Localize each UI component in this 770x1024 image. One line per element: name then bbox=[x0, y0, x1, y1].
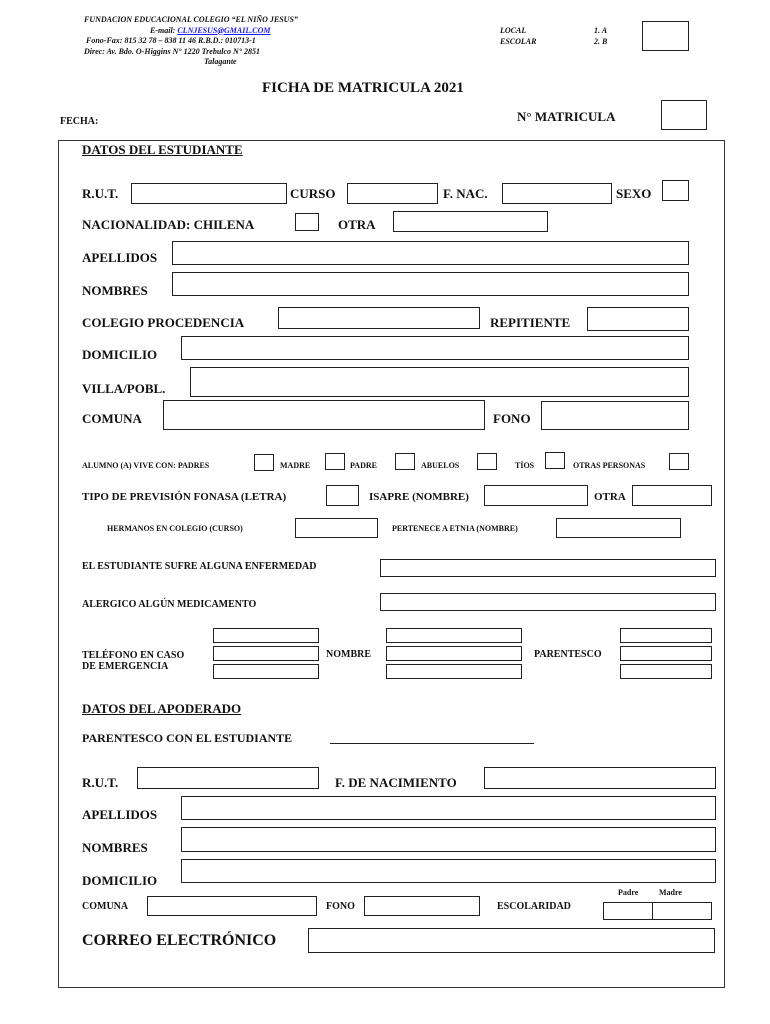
isapre-field[interactable] bbox=[484, 485, 588, 506]
fnac-field[interactable] bbox=[502, 183, 612, 204]
escolaridad-madre-label: Madre bbox=[659, 888, 682, 897]
page-title: FICHA DE MATRICULA 2021 bbox=[262, 80, 464, 96]
guardian-parentesco-label: PARENTESCO CON EL ESTUDIANTE bbox=[82, 731, 293, 745]
otra-label: OTRA bbox=[338, 217, 376, 232]
fecha-label: FECHA: bbox=[60, 116, 99, 127]
emergencia-nombre-2[interactable] bbox=[386, 646, 522, 661]
etnia-field[interactable] bbox=[556, 518, 681, 538]
local-options bbox=[594, 26, 607, 47]
abuelos-checkbox[interactable] bbox=[477, 453, 497, 470]
guardian-nombres-field[interactable] bbox=[181, 827, 716, 852]
local-box[interactable] bbox=[642, 21, 689, 51]
guardian-fono-field[interactable] bbox=[364, 896, 480, 916]
prevision-label: TIPO DE PREVISIÓN FONASA (LETRA) bbox=[82, 491, 287, 503]
escolar-label: ESCOLAR bbox=[500, 36, 537, 46]
repitiente-field[interactable] bbox=[587, 307, 689, 331]
apellidos-label: APELLIDOS bbox=[82, 250, 158, 265]
guardian-section-title: DATOS DEL APODERADO bbox=[82, 701, 242, 716]
otra-prevision-label: OTRA bbox=[594, 491, 626, 503]
city-line: Talagante bbox=[204, 57, 237, 66]
repitiente-label: REPITIENTE bbox=[490, 315, 571, 330]
padres-checkbox[interactable] bbox=[254, 454, 274, 471]
curso-label: CURSO bbox=[290, 186, 336, 201]
address-line: Direc: Av. Bdo. O-Higgins N° 1220 Trebulco N° 2851 bbox=[84, 46, 261, 56]
telefono-emergencia-label bbox=[82, 650, 184, 672]
emergencia-nombre-label: NOMBRE bbox=[326, 649, 371, 660]
emergencia-telefono-1[interactable] bbox=[213, 628, 319, 643]
correo-label: CORREO ELECTRÓNICO bbox=[82, 932, 277, 949]
school-header bbox=[84, 15, 298, 68]
padre-label: PADRE bbox=[350, 461, 377, 470]
colegio-label: COLEGIO PROCEDENCIA bbox=[82, 315, 245, 330]
sexo-label: SEXO bbox=[616, 186, 652, 201]
colegio-field[interactable] bbox=[278, 307, 480, 329]
email-label: E-mail: bbox=[150, 25, 176, 35]
domicilio-field[interactable] bbox=[181, 336, 689, 360]
guardian-rut-field[interactable] bbox=[137, 767, 319, 789]
guardian-domicilio-label: DOMICILIO bbox=[82, 873, 158, 888]
school-name: FUNDACION EDUCACIONAL COLEGIO “EL NIÑO JESUS” bbox=[84, 15, 298, 24]
guardian-rut-label: R.U.T. bbox=[82, 775, 119, 790]
correo-field[interactable] bbox=[308, 928, 715, 953]
enfermedad-label: EL ESTUDIANTE SUFRE ALGUNA ENFERMEDAD bbox=[82, 561, 317, 572]
telefono-line1: TELÉFONO EN CASO bbox=[82, 650, 185, 661]
nacionalidad-label: NACIONALIDAD: CHILENA bbox=[82, 217, 255, 232]
local-label: LOCAL bbox=[500, 26, 527, 35]
guardian-apellidos-label: APELLIDOS bbox=[82, 807, 158, 822]
enfermedad-field[interactable] bbox=[380, 559, 716, 577]
telefono-line2: DE EMERGENCIA bbox=[82, 661, 169, 672]
villa-field[interactable] bbox=[190, 367, 689, 397]
padre-checkbox[interactable] bbox=[395, 453, 415, 470]
comuna-label: COMUNA bbox=[82, 411, 142, 426]
escolaridad-madre-field[interactable] bbox=[652, 902, 712, 920]
email-line bbox=[84, 26, 298, 37]
madre-label: MADRE bbox=[280, 461, 311, 470]
guardian-nombres-label: NOMBRES bbox=[82, 840, 148, 855]
guardian-fono-label: FONO bbox=[326, 901, 355, 912]
guardian-apellidos-field[interactable] bbox=[181, 796, 716, 820]
email-link[interactable]: CLNJESUS@GMAIL.COM bbox=[177, 25, 271, 35]
guardian-fnac-label: F. DE NACIMIENTO bbox=[335, 775, 457, 790]
curso-field[interactable] bbox=[347, 183, 438, 204]
fnac-label: F. NAC. bbox=[443, 186, 488, 201]
otras-personas-checkbox[interactable] bbox=[669, 453, 689, 470]
emergencia-nombre-1[interactable] bbox=[386, 628, 522, 643]
abuelos-label: ABUELOS bbox=[421, 461, 460, 470]
option-b: 2. B bbox=[594, 36, 608, 46]
comuna-field[interactable] bbox=[163, 400, 485, 430]
guardian-domicilio-field[interactable] bbox=[181, 859, 716, 883]
madre-checkbox[interactable] bbox=[325, 453, 345, 470]
isapre-label: ISAPRE (NOMBRE) bbox=[369, 491, 469, 503]
local-escolar-label bbox=[500, 26, 536, 47]
otras-personas-label: OTRAS PERSONAS bbox=[573, 461, 646, 470]
emergencia-telefono-3[interactable] bbox=[213, 664, 319, 679]
sexo-field[interactable] bbox=[662, 180, 689, 201]
emergencia-parentesco-1[interactable] bbox=[620, 628, 712, 643]
guardian-comuna-label: COMUNA bbox=[82, 901, 129, 912]
alergico-label: ALERGICO ALGÚN MEDICAMENTO bbox=[82, 599, 257, 610]
fono-label: FONO bbox=[493, 411, 531, 426]
escolaridad-label: ESCOLARIDAD bbox=[497, 901, 571, 912]
guardian-parentesco-line[interactable] bbox=[330, 743, 534, 744]
escolaridad-padre-field[interactable] bbox=[603, 902, 653, 920]
nombres-label: NOMBRES bbox=[82, 283, 148, 298]
villa-label: VILLA/POBL. bbox=[82, 381, 166, 396]
matricula-box[interactable] bbox=[661, 100, 707, 130]
fonasa-field[interactable] bbox=[326, 485, 359, 506]
emergencia-parentesco-3[interactable] bbox=[620, 664, 712, 679]
option-a: 1. A bbox=[594, 26, 608, 35]
guardian-fnac-field[interactable] bbox=[484, 767, 716, 789]
fono-field[interactable] bbox=[541, 401, 689, 430]
guardian-comuna-field[interactable] bbox=[147, 896, 317, 916]
emergencia-parentesco-label: PARENTESCO bbox=[534, 649, 602, 660]
etnia-label: PERTENECE A ETNIA (NOMBRE) bbox=[392, 524, 518, 533]
tios-checkbox[interactable] bbox=[545, 452, 565, 469]
rut-label: R.U.T. bbox=[82, 186, 119, 201]
otra-field[interactable] bbox=[393, 211, 548, 232]
emergencia-telefono-2[interactable] bbox=[213, 646, 319, 661]
hermanos-field[interactable] bbox=[295, 518, 378, 538]
apellidos-field[interactable] bbox=[172, 241, 689, 265]
otra-prevision-field[interactable] bbox=[632, 485, 712, 506]
phone-line: Fono-Fax: 815 32 78 – 838 11 46 R.B.D.: 010713-1 bbox=[86, 36, 256, 45]
alergico-field[interactable] bbox=[380, 593, 716, 611]
escolaridad-padre-label: Padre bbox=[618, 888, 639, 897]
tios-label: TÍOS bbox=[515, 461, 535, 470]
rut-field[interactable] bbox=[131, 183, 287, 204]
hermanos-label: HERMANOS EN COLEGIO (CURSO) bbox=[107, 524, 243, 533]
matricula-label: N° MATRICULA bbox=[517, 109, 616, 124]
chilena-checkbox[interactable] bbox=[295, 213, 319, 231]
vive-con-label: ALUMNO (A) VIVE CON: PADRES bbox=[82, 461, 210, 470]
emergencia-parentesco-2[interactable] bbox=[620, 646, 712, 661]
domicilio-label: DOMICILIO bbox=[82, 347, 158, 362]
emergencia-nombre-3[interactable] bbox=[386, 664, 522, 679]
student-section-title: DATOS DEL ESTUDIANTE bbox=[82, 142, 243, 157]
nombres-field[interactable] bbox=[172, 272, 689, 296]
